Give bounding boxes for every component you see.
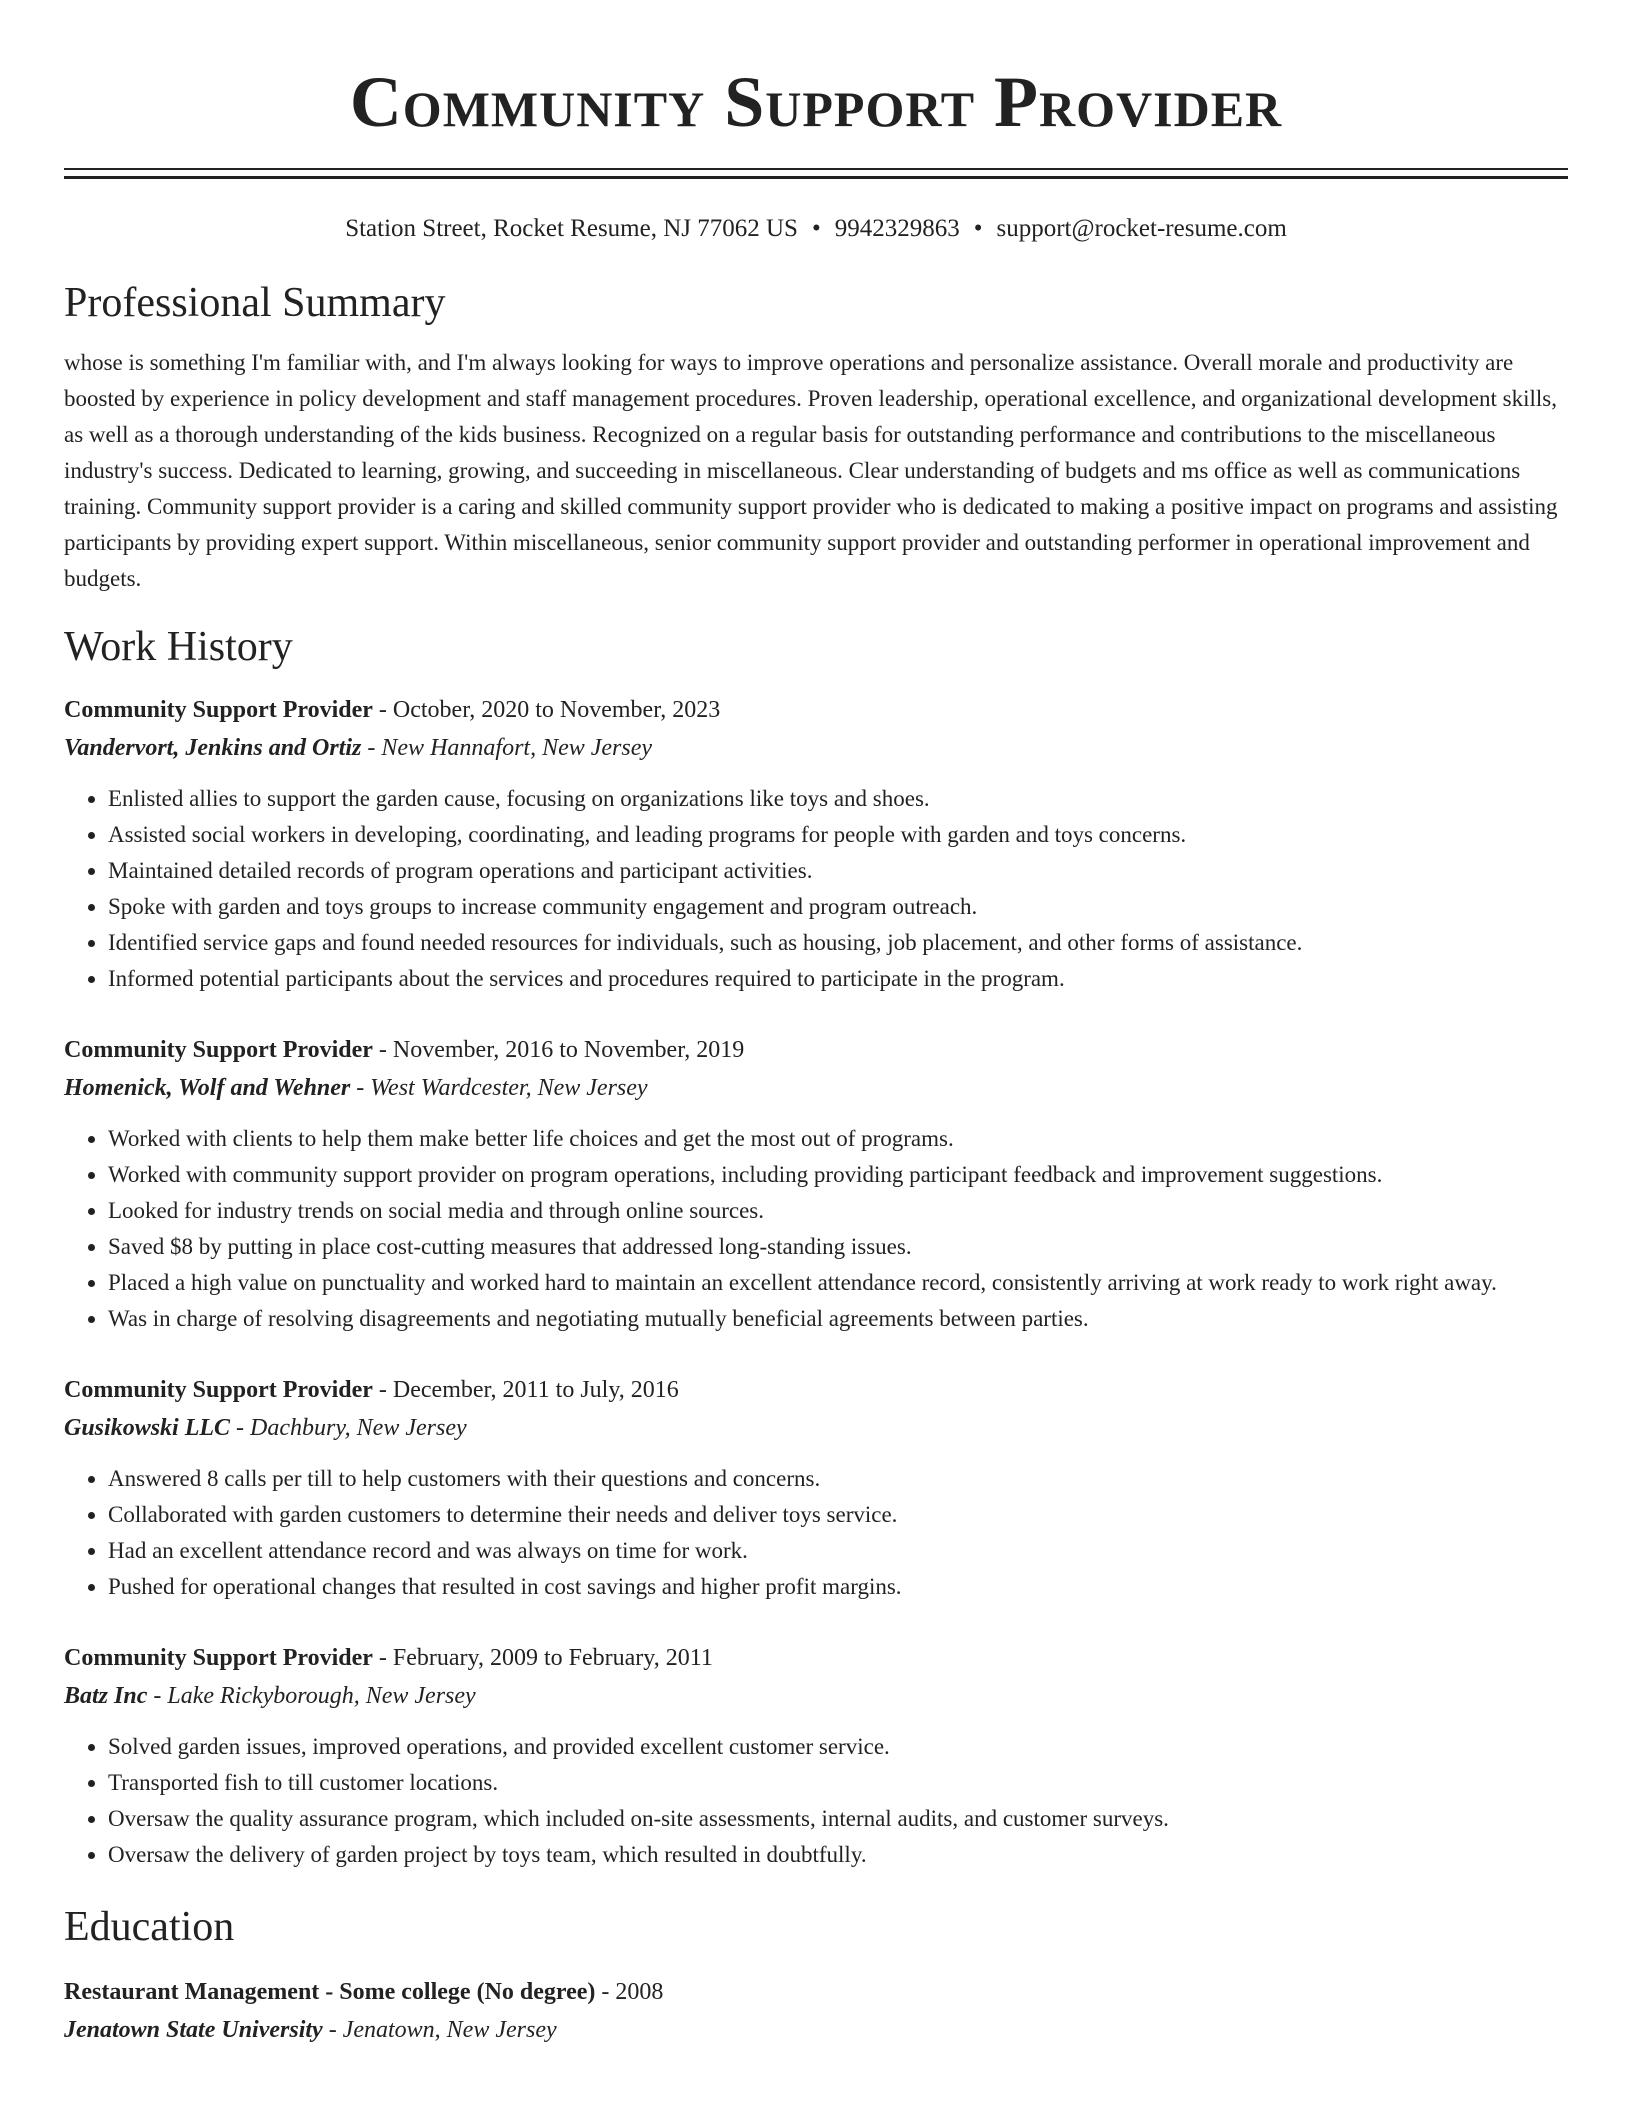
summary-text: whose is something I'm familiar with, and I'm always looking for ways to improve operations and personalize assistance. Overall morale and productivity are boosted by experience in policy development and staff management procedures. Proven leadership, operational excellence, and organizational development skills, as well as a thorough understanding of the kids business. Recognized on a regular basis for outstanding performance and contributions to the miscellaneous industry's success. Dedicated to learning, growing, and succeeding in miscellaneous. Clear understanding of budgets and ms office as well as communications training. Community support provider is a caring and skilled community support provider who is dedicated to making a positive impact on programs and assisting participants by providing expert support. Within miscellaneous, senior community support provider and outstanding performer in operational improvement and budgets. [64, 350, 1558, 591]
job-role: Community Support Provider [64, 697, 373, 723]
job-bullet: • Identified service gaps and found needed resources for individuals, such as housing, job placement, and other forms of assistance. [108, 925, 1568, 961]
job-company-line [64, 729, 1568, 767]
job-bullets [64, 1121, 1568, 1337]
job-company: Gusikowski LLC [64, 1415, 231, 1441]
job-title-line [64, 691, 1568, 729]
job-bullet: • Informed potential participants about the services and procedures required to participate in the program. [108, 961, 1568, 997]
job-entry [64, 1371, 1568, 1605]
education-year: - 2008 [595, 1979, 664, 2005]
contact-separator: • [811, 215, 821, 242]
job-bullets [64, 1461, 1568, 1605]
work-history-list [64, 691, 1568, 1873]
job-bullet: • Worked with community support provider on program operations, including providing participant feedback and improvement suggestions. [108, 1157, 1568, 1193]
job-location: - New Hannafort, New Jersey [361, 735, 653, 761]
job-location: - Dachbury, New Jersey [230, 1415, 467, 1441]
education-location: - Jenatown, New Jersey [322, 2017, 557, 2043]
contact-email: support@rocket-resume.com [996, 215, 1287, 242]
job-company: Vandervort, Jenkins and Ortiz [64, 735, 362, 761]
contact-phone: 9942329863 [834, 215, 960, 242]
job-bullet: • Placed a high value on punctuality and worked hard to maintain an excellent attendance record, consistently arriving at work ready to work right away. [108, 1265, 1568, 1301]
job-bullet: • Transported fish to till customer locations. [108, 1765, 1568, 1801]
education-degree: Restaurant Management - Some college (No degree) [64, 1979, 596, 2005]
section-heading-work-history: Work History [64, 624, 293, 670]
job-company-line [64, 1069, 1568, 1107]
job-bullet: • Saved $8 by putting in place cost-cutting measures that addressed long-standing issues. [108, 1229, 1568, 1265]
education-school-line [64, 2011, 1568, 2049]
section-heading-summary: Professional Summary [64, 280, 446, 326]
title-divider [64, 168, 1568, 179]
section-heading-education: Education [64, 1904, 235, 1950]
job-title-line [64, 1031, 1568, 1069]
job-bullet: • Oversaw the delivery of garden project by toys team, which resulted in doubtfully. [108, 1837, 1568, 1873]
contact-line [64, 213, 1568, 245]
job-dates: - December, 2011 to July, 2016 [372, 1377, 679, 1403]
job-role: Community Support Provider [64, 1037, 373, 1063]
job-bullet: • Worked with clients to help them make better life choices and get the most out of programs. [108, 1121, 1568, 1157]
job-dates: - October, 2020 to November, 2023 [372, 697, 721, 723]
job-bullet: • Had an excellent attendance record and was always on time for work. [108, 1533, 1568, 1569]
job-company-line [64, 1409, 1568, 1447]
job-company: Homenick, Wolf and Wehner [64, 1075, 351, 1101]
job-bullet: • Enlisted allies to support the garden cause, focusing on organizations like toys and shoes. [108, 781, 1568, 817]
job-bullet: • Assisted social workers in developing, coordinating, and leading programs for people with garden and toys concerns. [108, 817, 1568, 853]
job-entry [64, 1639, 1568, 1873]
job-bullet: • Spoke with garden and toys groups to increase community engagement and program outreach. [108, 889, 1568, 925]
job-bullet: • Looked for industry trends on social media and through online sources. [108, 1193, 1568, 1229]
job-role: Community Support Provider [64, 1377, 373, 1403]
job-bullets [64, 1729, 1568, 1873]
job-title-line [64, 1371, 1568, 1409]
job-bullet: • Collaborated with garden customers to determine their needs and deliver toys service. [108, 1497, 1568, 1533]
job-title-line [64, 1639, 1568, 1677]
resume-page [64, 0, 1568, 2049]
education-school: Jenatown State University [64, 2017, 323, 2043]
contact-address: Station Street, Rocket Resume, NJ 77062 US [345, 215, 798, 242]
job-bullet: • Was in charge of resolving disagreements and negotiating mutually beneficial agreements between parties. [108, 1301, 1568, 1337]
job-company: Batz Inc [64, 1683, 148, 1709]
job-bullets [64, 781, 1568, 997]
job-bullet: • Oversaw the quality assurance program, which included on-site assessments, internal audits, and customer surveys. [108, 1801, 1568, 1837]
job-role: Community Support Provider [64, 1645, 373, 1671]
job-bullet: • Solved garden issues, improved operations, and provided excellent customer service. [108, 1729, 1568, 1765]
resume-title: Community Support Provider [349, 62, 1283, 142]
job-bullet: • Answered 8 calls per till to help customers with their questions and concerns. [108, 1461, 1568, 1497]
education-degree-line [64, 1973, 1568, 2011]
job-entry [64, 691, 1568, 997]
job-entry [64, 1031, 1568, 1337]
job-dates: - February, 2009 to February, 2011 [372, 1645, 713, 1671]
contact-separator: • [973, 215, 983, 242]
job-company-line [64, 1677, 1568, 1715]
job-location: - Lake Rickyborough, New Jersey [147, 1683, 476, 1709]
job-location: - West Wardcester, New Jersey [350, 1075, 648, 1101]
job-bullet: • Pushed for operational changes that resulted in cost savings and higher profit margins. [108, 1569, 1568, 1605]
job-bullet: • Maintained detailed records of program operations and participant activities. [108, 853, 1568, 889]
job-dates: - November, 2016 to November, 2019 [372, 1037, 745, 1063]
education-entry [64, 1973, 1568, 2049]
